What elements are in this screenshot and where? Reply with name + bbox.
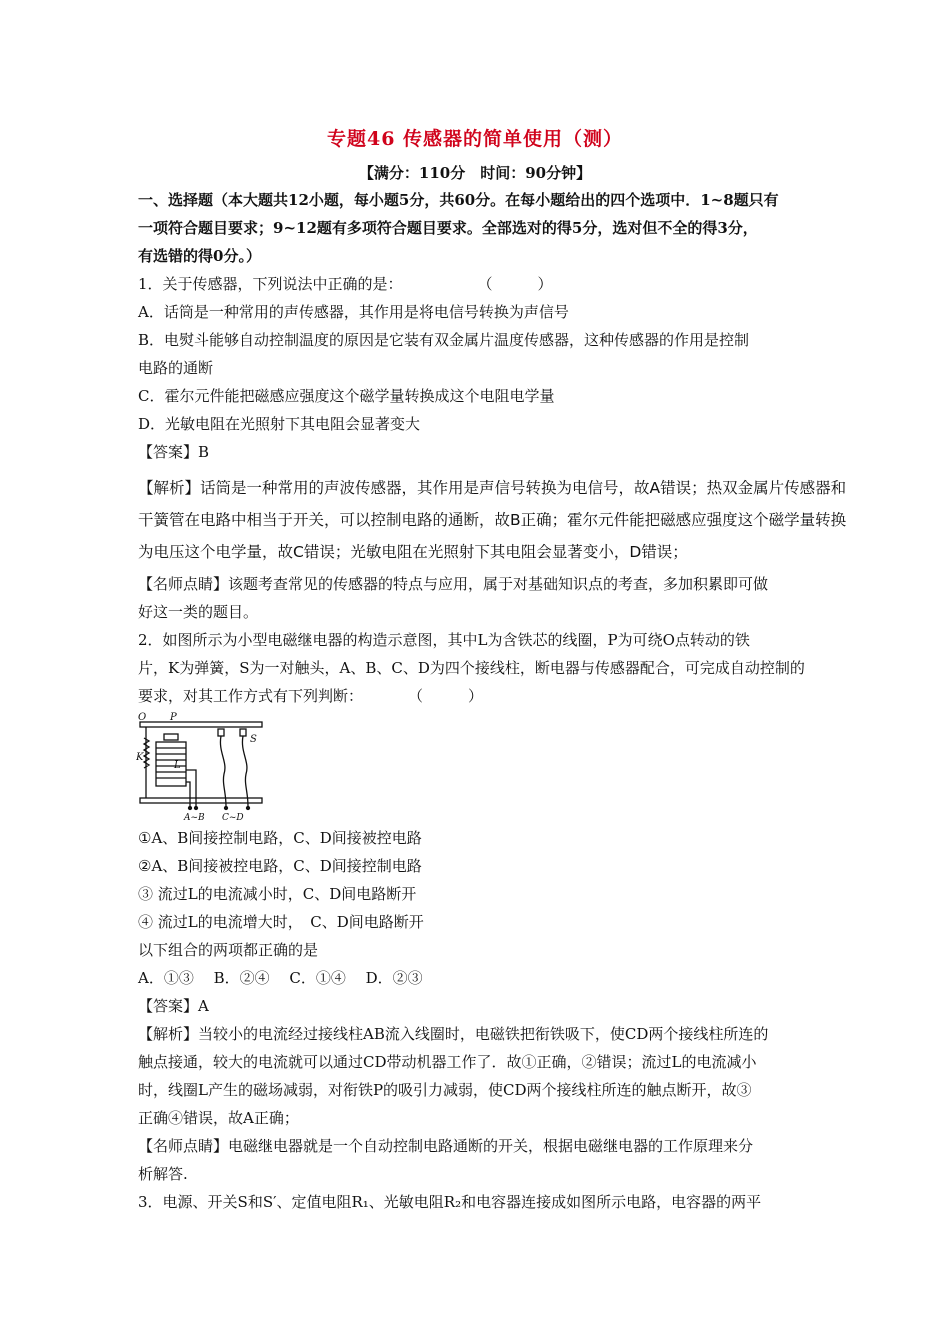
label-cd: C~D [222,813,244,822]
section-instructions-line-3: 有选错的得0分。） [138,247,261,265]
q2-explanation-line-3: 时，线圈L产生的磁场减弱，对衔铁P的吸引力减弱，使CD两个接线柱所连的触点断开，故③ [138,1081,752,1099]
section-instructions-line-1: 一、选择题（本大题共12小题，每小题5分，共60分。在每小题给出的四个选项中．1~8题只有 [138,191,779,209]
q1-option-d: D．光敏电阻在光照射下其电阻会显著变大 [138,415,421,433]
core-top [164,734,178,740]
q2-choices: A．①③ B．②④ C．①④ D．②③ [138,969,423,987]
q2-tip-line-1: 【名师点睛】电磁继电器就是一个自动控制电路通断的开关，根据电磁继电器的工作原理来分 [138,1137,754,1155]
q1-option-c: C．霍尔元件能把磁感应强度这个磁学量转换成这个电阻电学量 [138,387,555,405]
q2-stem-line-2: 片，K为弹簧，S为一对触头，A、B、C、D为四个接线柱，断电器与传感器配合，可完成自动控制的 [138,659,805,677]
q3-stem-line-1: 3．电源、开关S和S′、定值电阻R₁、光敏电阻R₂和电容器连接成如图所示电路，电容器的两平 [138,1193,762,1211]
q2-tip-line-2: 析解答. [138,1165,188,1183]
q2-explanation-line-1: 【解析】当较小的电流经过接线柱AB流入线圈时，电磁铁把衔铁吸下，使CD两个接线柱所连的 [138,1025,769,1043]
q2-statement-4: ④ 流过L的电流增大时， C、D间电路断开 [138,913,424,931]
armature-p [140,722,262,727]
terminal-a [189,807,192,810]
relay-diagram [136,712,266,822]
q1-explanation-line-2: 干簧管在电路中相当于开关，可以控制电路的通断，故B正确；霍尔元件能把磁感应强度这个磁学量转换 [138,511,847,529]
q2-statement-2: ②A、B间接被控电路，C、D间接控制电路 [138,857,422,875]
label-k: K [136,752,144,763]
section-instructions-line-2: 一项符合题目要求；9~12题有多项符合题目要求。全部选对的得5分，选对但不全的得3分， [138,219,758,237]
contact-right [240,729,246,736]
q2-statement-1: ①A、B间接控制电路，C、D间接被控电路 [138,829,422,847]
contact-left [218,729,224,736]
q2-question: 以下组合的两项都正确的是 [138,941,319,959]
score-time-info: 【满分：110分 时间：90分钟】 [358,164,592,182]
q2-stem-line-3: 要求，对其工作方式有下列判断： （ ） [138,687,484,705]
q2-explanation-line-2: 触点接通，较大的电流就可以通过CD带动机器工作了．故①正确，②错误；流过L的电流减小 [138,1053,757,1071]
page-title: 专题46 传感器的简单使用（测） [326,128,624,150]
lead-c [220,736,226,806]
q1-answer: 【答案】B [138,443,210,461]
q1-option-b-line-2: 电路的通断 [138,359,214,377]
lead-d [242,736,248,806]
terminal-b [195,807,198,810]
base-plate [140,798,262,803]
terminal-c [225,807,228,810]
q1-tip-line-1: 【名师点睛】该题考查常见的传感器的特点与应用，属于对基础知识点的考查，多加积累即可做 [138,575,769,593]
q2-answer: 【答案】A [138,997,209,1015]
terminal-d [247,807,250,810]
q1-option-a: A．话筒是一种常用的声传感器，其作用是将电信号转换为声信号 [138,303,569,321]
q1-explanation-line-1: 【解析】话筒是一种常用的声波传感器，其作用是声信号转换为电信号，故A错误；热双金属片传感器和 [138,479,847,497]
q1-stem: 1．关于传感器，下列说法中正确的是： （ ） [138,275,553,293]
label-s: S [250,734,257,745]
label-ab: A~B [184,813,205,822]
q1-tip-line-2: 好这一类的题目。 [138,603,259,621]
label-p: P [170,712,177,723]
label-l: L [174,760,181,771]
q1-option-b-line-1: B．电熨斗能够自动控制温度的原因是它装有双金属片温度传感器，这种传感器的作用是控制 [138,331,750,349]
q2-stem-line-1: 2．如图所示为小型电磁继电器的构造示意图，其中L为含铁芯的线圈，P为可绕O点转动的铁 [138,631,750,649]
q1-explanation-line-3: 为电压这个电学量，故C错误；光敏电阻在光照射下其电阻会显著变小，D错误； [138,543,688,561]
q2-statement-3: ③ 流过L的电流减小时，C、D间电路断开 [138,885,417,903]
label-o: O [138,712,147,723]
q2-explanation-line-4: 正确④错误，故A正确； [138,1109,299,1127]
